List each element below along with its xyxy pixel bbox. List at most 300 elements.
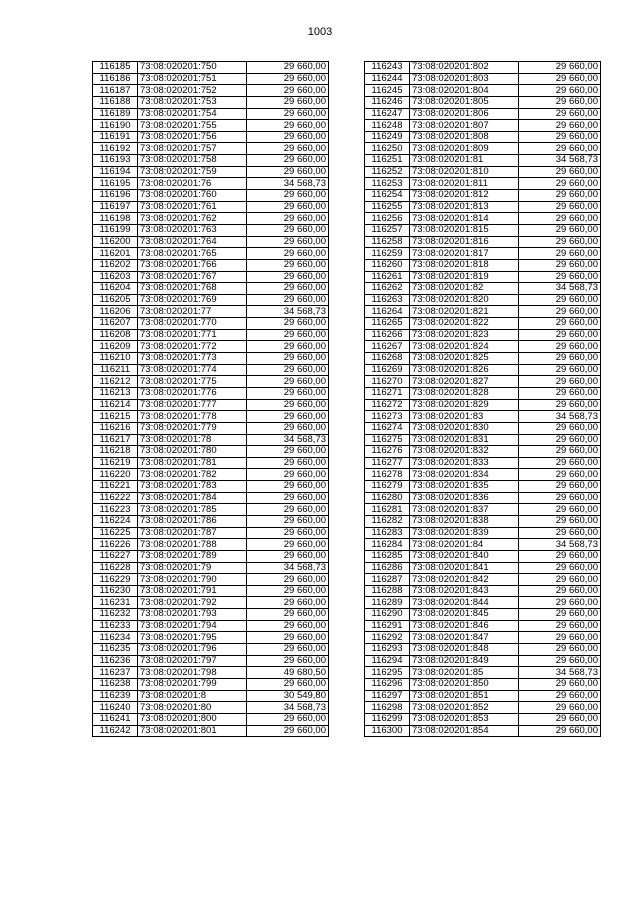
cadastral-number: 73:08:020201:778 [138, 411, 247, 423]
cadastral-value: 29 660,00 [519, 434, 601, 446]
table-row [93, 201, 329, 213]
cadastral-number: 73:08:020201:751 [138, 73, 247, 85]
cadastral-value: 29 660,00 [247, 411, 329, 423]
row-number: 116204 [93, 283, 138, 295]
row-number: 116298 [365, 702, 410, 714]
row-number: 116203 [93, 271, 138, 283]
cadastral-number: 73:08:020201:80 [138, 702, 247, 714]
cadastral-value: 29 660,00 [247, 85, 329, 97]
row-number: 116235 [93, 644, 138, 656]
cadastral-number: 73:08:020201:827 [410, 376, 519, 388]
table-row [93, 224, 329, 236]
left-table-body [93, 62, 329, 737]
table-row [93, 364, 329, 376]
row-number: 116300 [365, 725, 410, 737]
cadastral-value: 29 660,00 [247, 155, 329, 167]
table-row [365, 271, 601, 283]
cadastral-value: 34 568,73 [247, 702, 329, 714]
cadastral-number: 73:08:020201:850 [410, 678, 519, 690]
cadastral-value: 29 660,00 [247, 457, 329, 469]
cadastral-number: 73:08:020201:849 [410, 655, 519, 667]
table-row [93, 469, 329, 481]
cadastral-number: 73:08:020201:806 [410, 108, 519, 120]
cadastral-number: 73:08:020201:784 [138, 492, 247, 504]
table-row [93, 434, 329, 446]
table-row [365, 702, 601, 714]
cadastral-number: 73:08:020201:752 [138, 85, 247, 97]
table-row [93, 353, 329, 365]
cadastral-value: 29 660,00 [519, 318, 601, 330]
cadastral-number: 73:08:020201:818 [410, 259, 519, 271]
cadastral-value: 29 660,00 [519, 353, 601, 365]
cadastral-number: 73:08:020201:844 [410, 597, 519, 609]
cadastral-value: 29 660,00 [519, 294, 601, 306]
row-number: 116264 [365, 306, 410, 318]
cadastral-value: 29 660,00 [519, 515, 601, 527]
row-number: 116248 [365, 120, 410, 132]
table-row [365, 550, 601, 562]
table-row [365, 399, 601, 411]
cadastral-value: 29 660,00 [247, 446, 329, 458]
cadastral-value: 29 660,00 [519, 143, 601, 155]
row-number: 116256 [365, 213, 410, 225]
table-row [93, 632, 329, 644]
cadastral-number: 73:08:020201:800 [138, 713, 247, 725]
cadastral-value: 29 660,00 [519, 376, 601, 388]
cadastral-value: 29 660,00 [519, 329, 601, 341]
table-row [365, 713, 601, 725]
cadastral-number: 73:08:020201:847 [410, 632, 519, 644]
cadastral-number: 73:08:020201:817 [410, 248, 519, 260]
cadastral-value: 29 660,00 [247, 108, 329, 120]
row-number: 116198 [93, 213, 138, 225]
row-number: 116205 [93, 294, 138, 306]
table-row [365, 597, 601, 609]
cadastral-number: 73:08:020201:808 [410, 131, 519, 143]
row-number: 116212 [93, 376, 138, 388]
row-number: 116238 [93, 678, 138, 690]
table-row [365, 422, 601, 434]
table-row [93, 96, 329, 108]
table-row [93, 62, 329, 74]
row-number: 116193 [93, 155, 138, 167]
table-row [93, 539, 329, 551]
cadastral-number: 73:08:020201:798 [138, 667, 247, 679]
table-row [365, 155, 601, 167]
row-number: 116261 [365, 271, 410, 283]
cadastral-value: 29 660,00 [519, 108, 601, 120]
cadastral-number: 73:08:020201:759 [138, 166, 247, 178]
row-number: 116297 [365, 690, 410, 702]
table-row [365, 306, 601, 318]
table-row [365, 236, 601, 248]
table-row [93, 492, 329, 504]
row-number: 116265 [365, 318, 410, 330]
row-number: 116291 [365, 620, 410, 632]
cadastral-number: 73:08:020201:786 [138, 515, 247, 527]
cadastral-value: 29 660,00 [247, 644, 329, 656]
row-number: 116251 [365, 155, 410, 167]
cadastral-number: 73:08:020201:82 [410, 283, 519, 295]
cadastral-number: 73:08:020201:776 [138, 387, 247, 399]
row-number: 116226 [93, 539, 138, 551]
cadastral-number: 73:08:020201:824 [410, 341, 519, 353]
table-row [365, 166, 601, 178]
table-row [365, 446, 601, 458]
row-number: 116278 [365, 469, 410, 481]
cadastral-value: 29 660,00 [519, 632, 601, 644]
row-number: 116224 [93, 515, 138, 527]
table-row [93, 213, 329, 225]
cadastral-value: 29 660,00 [247, 259, 329, 271]
cadastral-value: 29 660,00 [247, 597, 329, 609]
row-number: 116299 [365, 713, 410, 725]
left-table [92, 61, 329, 737]
cadastral-number: 73:08:020201:780 [138, 446, 247, 458]
table-row [93, 376, 329, 388]
row-number: 116185 [93, 62, 138, 74]
cadastral-number: 73:08:020201:794 [138, 620, 247, 632]
row-number: 116260 [365, 259, 410, 271]
cadastral-number: 73:08:020201:8 [138, 690, 247, 702]
row-number: 116187 [93, 85, 138, 97]
row-number: 116207 [93, 318, 138, 330]
row-number: 116268 [365, 353, 410, 365]
cadastral-number: 73:08:020201:843 [410, 585, 519, 597]
cadastral-value: 29 660,00 [519, 504, 601, 516]
table-row [93, 329, 329, 341]
row-number: 116189 [93, 108, 138, 120]
cadastral-value: 29 660,00 [247, 399, 329, 411]
cadastral-value: 29 660,00 [519, 387, 601, 399]
cadastral-value: 29 660,00 [519, 120, 601, 132]
row-number: 116250 [365, 143, 410, 155]
table-row [93, 644, 329, 656]
table-row [93, 504, 329, 516]
cadastral-value: 29 660,00 [519, 655, 601, 667]
cadastral-value: 29 660,00 [247, 213, 329, 225]
cadastral-number: 73:08:020201:756 [138, 131, 247, 143]
row-number: 116293 [365, 644, 410, 656]
cadastral-value: 29 660,00 [247, 620, 329, 632]
row-number: 116245 [365, 85, 410, 97]
row-number: 116270 [365, 376, 410, 388]
table-row [365, 387, 601, 399]
cadastral-value: 29 660,00 [519, 190, 601, 202]
table-row [365, 120, 601, 132]
cadastral-number: 73:08:020201:76 [138, 178, 247, 190]
cadastral-number: 73:08:020201:839 [410, 527, 519, 539]
cadastral-number: 73:08:020201:821 [410, 306, 519, 318]
cadastral-value: 29 660,00 [247, 655, 329, 667]
table-row [93, 620, 329, 632]
cadastral-value: 29 660,00 [247, 96, 329, 108]
cadastral-value: 29 660,00 [519, 201, 601, 213]
cadastral-value: 29 660,00 [247, 515, 329, 527]
table-row [93, 271, 329, 283]
cadastral-number: 73:08:020201:754 [138, 108, 247, 120]
cadastral-value: 29 660,00 [247, 678, 329, 690]
cadastral-number: 73:08:020201:757 [138, 143, 247, 155]
table-row [93, 690, 329, 702]
row-number: 116201 [93, 248, 138, 260]
table-row [93, 166, 329, 178]
cadastral-number: 73:08:020201:851 [410, 690, 519, 702]
cadastral-value: 29 660,00 [247, 294, 329, 306]
cadastral-number: 73:08:020201:838 [410, 515, 519, 527]
cadastral-number: 73:08:020201:788 [138, 539, 247, 551]
cadastral-number: 73:08:020201:767 [138, 271, 247, 283]
row-number: 116269 [365, 364, 410, 376]
cadastral-number: 73:08:020201:813 [410, 201, 519, 213]
table-row [365, 376, 601, 388]
cadastral-number: 73:08:020201:77 [138, 306, 247, 318]
table-row [93, 259, 329, 271]
cadastral-value: 29 660,00 [519, 62, 601, 74]
row-number: 116197 [93, 201, 138, 213]
cadastral-value: 29 660,00 [519, 690, 601, 702]
table-row [93, 713, 329, 725]
cadastral-value: 29 660,00 [519, 457, 601, 469]
cadastral-value: 29 660,00 [519, 702, 601, 714]
cadastral-number: 73:08:020201:769 [138, 294, 247, 306]
cadastral-value: 29 660,00 [247, 492, 329, 504]
row-number: 116220 [93, 469, 138, 481]
cadastral-number: 73:08:020201:84 [410, 539, 519, 551]
row-number: 116228 [93, 562, 138, 574]
cadastral-value: 34 568,73 [247, 306, 329, 318]
cadastral-number: 73:08:020201:841 [410, 562, 519, 574]
table-row [365, 283, 601, 295]
row-number: 116281 [365, 504, 410, 516]
cadastral-value: 34 568,73 [247, 178, 329, 190]
cadastral-number: 73:08:020201:822 [410, 318, 519, 330]
row-number: 116254 [365, 190, 410, 202]
cadastral-number: 73:08:020201:795 [138, 632, 247, 644]
row-number: 116255 [365, 201, 410, 213]
cadastral-value: 29 660,00 [247, 236, 329, 248]
table-row [93, 387, 329, 399]
row-number: 116289 [365, 597, 410, 609]
cadastral-value: 29 660,00 [519, 341, 601, 353]
cadastral-number: 73:08:020201:777 [138, 399, 247, 411]
cadastral-number: 73:08:020201:803 [410, 73, 519, 85]
row-number: 116188 [93, 96, 138, 108]
cadastral-value: 29 660,00 [247, 201, 329, 213]
table-row [365, 539, 601, 551]
table-row [93, 306, 329, 318]
cadastral-value: 29 660,00 [519, 469, 601, 481]
cadastral-value: 29 660,00 [519, 213, 601, 225]
row-number: 116196 [93, 190, 138, 202]
cadastral-number: 73:08:020201:826 [410, 364, 519, 376]
right-table [364, 61, 601, 737]
table-row [365, 201, 601, 213]
cadastral-number: 73:08:020201:81 [410, 155, 519, 167]
cadastral-number: 73:08:020201:812 [410, 190, 519, 202]
row-number: 116231 [93, 597, 138, 609]
cadastral-value: 29 660,00 [247, 422, 329, 434]
cadastral-number: 73:08:020201:761 [138, 201, 247, 213]
row-number: 116253 [365, 178, 410, 190]
cadastral-value: 29 660,00 [247, 224, 329, 236]
cadastral-value: 29 660,00 [519, 481, 601, 493]
table-row [93, 178, 329, 190]
cadastral-value: 29 660,00 [247, 632, 329, 644]
cadastral-number: 73:08:020201:833 [410, 457, 519, 469]
table-row [365, 329, 601, 341]
table-row [365, 248, 601, 260]
table-row [365, 457, 601, 469]
table-row [93, 131, 329, 143]
cadastral-value: 29 660,00 [519, 85, 601, 97]
row-number: 116241 [93, 713, 138, 725]
row-number: 116218 [93, 446, 138, 458]
cadastral-value: 29 660,00 [247, 609, 329, 621]
cadastral-value: 29 660,00 [247, 574, 329, 586]
cadastral-value: 29 660,00 [519, 224, 601, 236]
table-row [365, 504, 601, 516]
cadastral-value: 29 660,00 [519, 678, 601, 690]
cadastral-number: 73:08:020201:750 [138, 62, 247, 74]
cadastral-number: 73:08:020201:828 [410, 387, 519, 399]
cadastral-value: 29 660,00 [247, 166, 329, 178]
cadastral-value: 29 660,00 [519, 248, 601, 260]
row-number: 116246 [365, 96, 410, 108]
row-number: 116276 [365, 446, 410, 458]
cadastral-value: 29 660,00 [519, 306, 601, 318]
row-number: 116186 [93, 73, 138, 85]
cadastral-value: 29 660,00 [519, 562, 601, 574]
cadastral-number: 73:08:020201:793 [138, 609, 247, 621]
cadastral-value: 29 660,00 [247, 481, 329, 493]
row-number: 116210 [93, 353, 138, 365]
row-number: 116259 [365, 248, 410, 260]
row-number: 116219 [93, 457, 138, 469]
cadastral-value: 29 660,00 [519, 446, 601, 458]
cadastral-number: 73:08:020201:848 [410, 644, 519, 656]
row-number: 116191 [93, 131, 138, 143]
cadastral-number: 73:08:020201:823 [410, 329, 519, 341]
row-number: 116200 [93, 236, 138, 248]
cadastral-value: 29 660,00 [519, 73, 601, 85]
row-number: 116222 [93, 492, 138, 504]
cadastral-value: 29 660,00 [519, 178, 601, 190]
cadastral-number: 73:08:020201:763 [138, 224, 247, 236]
table-row [365, 620, 601, 632]
table-row [93, 702, 329, 714]
table-row [365, 515, 601, 527]
cadastral-value: 29 660,00 [247, 376, 329, 388]
cadastral-value: 29 660,00 [519, 492, 601, 504]
row-number: 116271 [365, 387, 410, 399]
cadastral-value: 29 660,00 [519, 131, 601, 143]
cadastral-value: 29 660,00 [519, 620, 601, 632]
cadastral-value: 29 660,00 [247, 585, 329, 597]
cadastral-value: 29 660,00 [519, 399, 601, 411]
cadastral-value: 29 660,00 [519, 609, 601, 621]
cadastral-number: 73:08:020201:770 [138, 318, 247, 330]
cadastral-number: 73:08:020201:825 [410, 353, 519, 365]
table-row [93, 725, 329, 737]
table-row [365, 318, 601, 330]
row-number: 116247 [365, 108, 410, 120]
row-number: 116209 [93, 341, 138, 353]
table-row [365, 481, 601, 493]
table-row [365, 492, 601, 504]
cadastral-value: 29 660,00 [519, 166, 601, 178]
cadastral-value: 29 660,00 [247, 62, 329, 74]
cadastral-value: 29 660,00 [247, 120, 329, 132]
table-row [93, 108, 329, 120]
cadastral-number: 73:08:020201:789 [138, 550, 247, 562]
cadastral-number: 73:08:020201:837 [410, 504, 519, 516]
cadastral-number: 73:08:020201:804 [410, 85, 519, 97]
cadastral-value: 29 660,00 [519, 550, 601, 562]
cadastral-value: 29 660,00 [247, 283, 329, 295]
cadastral-value: 29 660,00 [247, 469, 329, 481]
cadastral-number: 73:08:020201:829 [410, 399, 519, 411]
cadastral-value: 29 660,00 [247, 725, 329, 737]
cadastral-value: 29 660,00 [519, 96, 601, 108]
row-number: 116286 [365, 562, 410, 574]
table-row [365, 131, 601, 143]
table-row [365, 644, 601, 656]
row-number: 116287 [365, 574, 410, 586]
table-row [93, 609, 329, 621]
table-row [365, 62, 601, 74]
cadastral-number: 73:08:020201:785 [138, 504, 247, 516]
cadastral-value: 29 660,00 [519, 644, 601, 656]
row-number: 116216 [93, 422, 138, 434]
cadastral-number: 73:08:020201:771 [138, 329, 247, 341]
row-number: 116290 [365, 609, 410, 621]
table-row [365, 678, 601, 690]
row-number: 116240 [93, 702, 138, 714]
row-number: 116243 [365, 62, 410, 74]
cadastral-number: 73:08:020201:801 [138, 725, 247, 737]
row-number: 116192 [93, 143, 138, 155]
row-number: 116275 [365, 434, 410, 446]
table-row [365, 411, 601, 423]
cadastral-value: 29 660,00 [247, 550, 329, 562]
cadastral-value: 34 568,73 [519, 667, 601, 679]
table-row [93, 422, 329, 434]
cadastral-value: 29 660,00 [519, 259, 601, 271]
cadastral-number: 73:08:020201:766 [138, 259, 247, 271]
cadastral-number: 73:08:020201:79 [138, 562, 247, 574]
cadastral-number: 73:08:020201:805 [410, 96, 519, 108]
cadastral-value: 29 660,00 [247, 73, 329, 85]
cadastral-number: 73:08:020201:814 [410, 213, 519, 225]
cadastral-number: 73:08:020201:836 [410, 492, 519, 504]
table-row [365, 574, 601, 586]
row-number: 116257 [365, 224, 410, 236]
cadastral-number: 73:08:020201:802 [410, 62, 519, 74]
cadastral-number: 73:08:020201:840 [410, 550, 519, 562]
table-row [365, 190, 601, 202]
table-row [365, 294, 601, 306]
cadastral-number: 73:08:020201:796 [138, 644, 247, 656]
cadastral-number: 73:08:020201:758 [138, 155, 247, 167]
cadastral-number: 73:08:020201:764 [138, 236, 247, 248]
page-number: 1003 [307, 26, 333, 38]
row-number: 116280 [365, 492, 410, 504]
row-number: 116227 [93, 550, 138, 562]
row-number: 116213 [93, 387, 138, 399]
row-number: 116234 [93, 632, 138, 644]
cadastral-value: 29 660,00 [247, 341, 329, 353]
